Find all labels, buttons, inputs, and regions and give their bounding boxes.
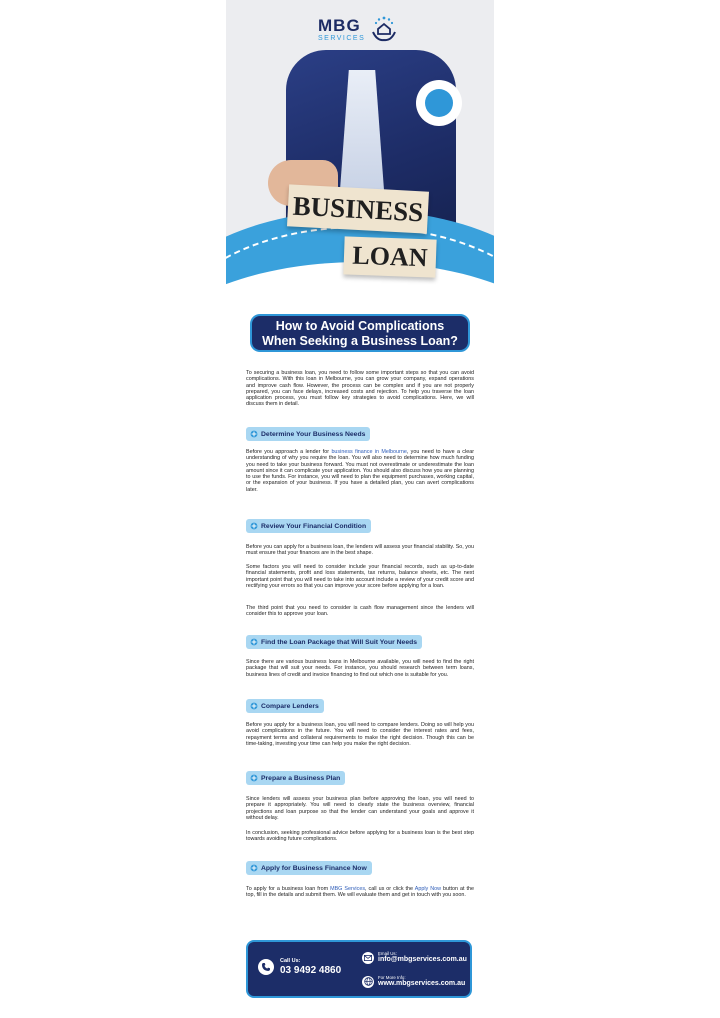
email-label: Email Us:	[378, 951, 397, 956]
heading-bullet-icon	[250, 430, 258, 438]
heading-bullet-icon	[250, 638, 258, 646]
paragraph-text: To apply for a business loan from	[246, 886, 331, 892]
section-paragraph: Since lenders will assess your business plan before approving the loan, you will need to prepare it appropriately. You will need to clearly state the business overview, financial projections and loan purpose so that the lender can understand your goals and approve it without delay.	[246, 796, 474, 821]
title-line-2: When Seeking a Business Loan?	[262, 334, 458, 348]
paragraph-text: Before you approach a lender for	[246, 449, 332, 455]
globe-icon	[362, 976, 374, 988]
email-text	[378, 951, 467, 964]
email-row[interactable]	[362, 951, 467, 964]
section-heading-text: Prepare a Business Plan	[261, 774, 341, 782]
decorative-circle	[416, 80, 462, 126]
section-paragraph: In conclusion, seeking professional advice before applying for a business loan is the best step towards avoiding future complications.	[246, 830, 474, 843]
business-finance-link[interactable]: business finance in Melbourne	[331, 449, 407, 455]
section-heading-text: Compare Lenders	[261, 702, 319, 710]
contact-footer	[246, 940, 472, 998]
paragraph-text: button at the top, fill in the details and submit them. We will evaluate them and get in touch with you soon.	[246, 886, 474, 899]
call-text	[280, 958, 341, 976]
section-heading-apply-now	[246, 861, 372, 875]
section-paragraph	[246, 886, 474, 899]
phone-number[interactable]: 03 9492 4860	[280, 965, 342, 976]
section-heading-business-plan	[246, 771, 345, 785]
website-row[interactable]	[362, 975, 465, 988]
sign-business: BUSINESS	[287, 184, 429, 233]
heading-bullet-icon	[250, 702, 258, 710]
page-title	[250, 314, 470, 352]
mbg-services-link[interactable]: MBG Services	[330, 886, 366, 892]
email-icon	[362, 952, 374, 964]
section-heading-loan-package	[246, 635, 422, 649]
title-line-1: How to Avoid Complications	[275, 319, 445, 333]
section-paragraph: Before you apply for a business loan, you will need to compare lenders. Doing so will help you avoid complications in the future. You will need to consider the interest rates and fees, repayment terms and collateral requirements to make the right decision. Though this can be time-taking, investing your time can help you make the right decision.	[246, 722, 474, 747]
section-paragraph: The third point that you need to consider is cash flow management since the lenders will consider this to approve your loan.	[246, 605, 474, 618]
section-paragraph: Some factors you will need to consider include your financial records, such as up-to-date financial statements, profit and loss statements, tax returns, balance sheets, etc. The next important point that you will need to take into account include a review of your credit score and rectifying your errors so that you can improve your score before applying for a loan.	[246, 564, 474, 589]
sign-loan: LOAN	[343, 236, 436, 277]
section-heading-text: Determine Your Business Needs	[261, 430, 366, 438]
phone-icon	[258, 959, 274, 975]
heading-bullet-icon	[250, 774, 258, 782]
logo-tagline: SERVICES	[318, 34, 366, 42]
mbg-logo-icon	[369, 14, 399, 44]
call-us-block[interactable]	[258, 958, 341, 976]
call-label: Call Us:	[280, 958, 301, 964]
section-heading-business-needs	[246, 427, 370, 441]
section-heading-text: Review Your Financial Condition	[261, 522, 367, 530]
section-heading-financial-condition	[246, 519, 371, 533]
paragraph-text: , you need to have a clear understanding of why you require the loan. You will also need to determine how much funding you need to take your business forward. You must not overestimate or underestimate the loan amount since it can complicate your application. You should also discuss how you are planning to use the funds. For instance, you will need to plan the equipment purchases, working capital, or the expansion of your business. If you have a detailed plan, you can avert complications later.	[246, 449, 474, 493]
website-url[interactable]: www.mbgservices.com.au	[378, 980, 466, 987]
section-heading-text: Find the Loan Package that Will Suit Your Needs	[261, 638, 418, 646]
section-paragraph: Before you can apply for a business loan, the lenders will assess your financial stability. So, you must ensure that your finances are in the best shape.	[246, 544, 474, 557]
paragraph-text: , call us or click the	[365, 886, 415, 892]
section-paragraph	[246, 449, 474, 493]
section-heading-text: Apply for Business Finance Now	[261, 864, 367, 872]
section-paragraph: Since there are various business loans in Melbourne available, you will need to find the right package that will suit your needs. For instance, you should research between term loans, business lines of credit and invoice financing to find out which one is suitable for you.	[246, 659, 474, 678]
brand-logo[interactable]	[318, 14, 399, 44]
intro-paragraph: To securing a business loan, you need to follow some important steps so that you can avoid complications. With this loan in Melbourne, you can grow your company, expand operations and improve cash flow. However, the process can be complex and if you are not properly prepared, you can face delays, increased costs and rejection. To help you traverse the loan application process, you must follow key strategies to avoid complications. Here, we will discuss them in detail.	[246, 370, 474, 408]
heading-bullet-icon	[250, 864, 258, 872]
hero-banner	[226, 0, 494, 312]
section-heading-compare-lenders	[246, 699, 324, 713]
heading-bullet-icon	[250, 522, 258, 530]
apply-now-link[interactable]: Apply Now	[414, 886, 442, 892]
infographic-sheet	[226, 0, 494, 1018]
website-label: For More Info:	[378, 975, 406, 980]
logo-name: MBG	[318, 15, 361, 35]
website-text	[378, 975, 465, 988]
email-address[interactable]: info@mbgservices.com.au	[378, 956, 467, 963]
logo-text	[318, 17, 365, 42]
